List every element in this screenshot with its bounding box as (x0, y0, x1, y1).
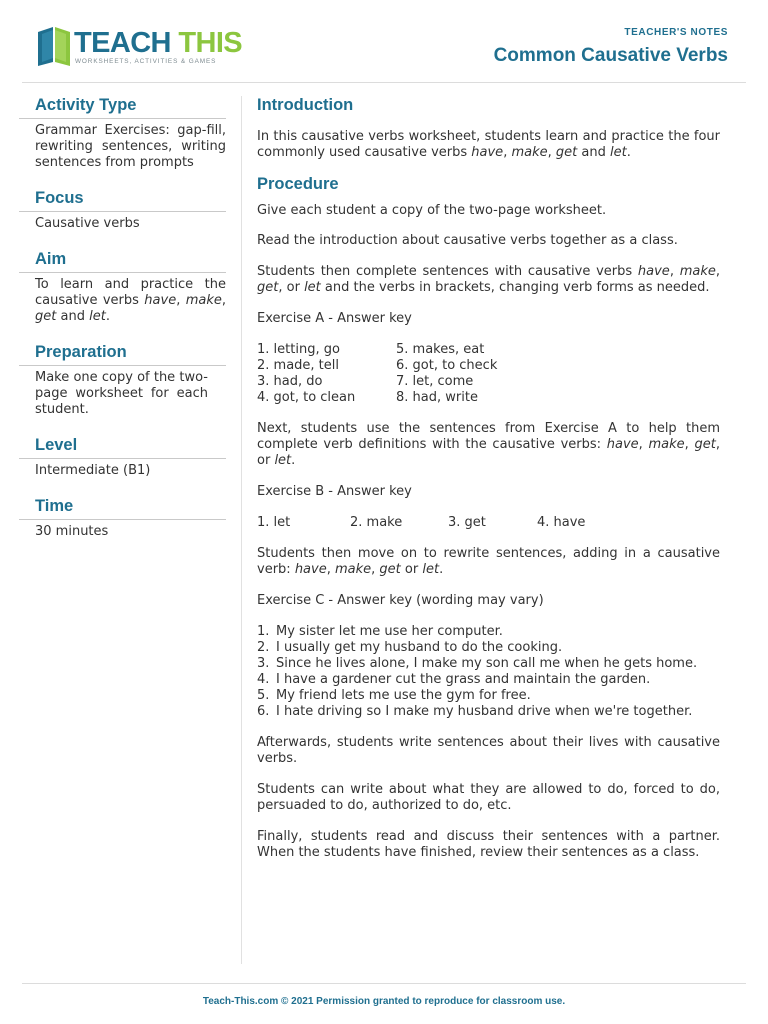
answer-key-column (257, 342, 396, 406)
footer-copyright: Teach-This.com © 2021 Permission granted to reproduce for classroom use. (202, 996, 566, 1007)
verb-have: have (606, 437, 639, 452)
procedure-step-4 (257, 421, 720, 469)
procedure-heading: Procedure (257, 175, 339, 193)
aim-section (19, 249, 226, 325)
verb-have: have (471, 145, 504, 160)
verb-get: get (35, 309, 57, 324)
answer-item: 3. had, do (257, 374, 323, 389)
verb-make: make (334, 562, 372, 577)
verb-get: get (379, 562, 401, 577)
exercise-c-answer-key (257, 624, 720, 720)
intro-text: In this causative verbs worksheet, students learn and practice the four commonly used causative verbs (257, 129, 720, 160)
answer-item: 2. make (350, 515, 403, 530)
verb-have: have (294, 562, 327, 577)
list-text: My friend lets me use the gym for free. (276, 688, 531, 703)
footer-divider (22, 983, 746, 984)
step-text: Next, students use the sentences from Exercise A to help them complete verb definitions with the causative verbs: (257, 421, 720, 452)
separator: , or (257, 437, 721, 468)
preparation-heading: Preparation (35, 343, 127, 361)
header-titles (494, 27, 728, 68)
time-section (19, 496, 226, 540)
exercise-b-answer-key (257, 515, 720, 531)
aim-heading: Aim (35, 250, 67, 268)
aim-value (19, 273, 226, 325)
separator: . (626, 145, 631, 160)
time-heading: Time (35, 497, 74, 515)
focus-heading: Focus (35, 189, 84, 207)
time-value: 30 minutes (35, 524, 109, 539)
procedure-step-7: Students can write about what they are allowed to do, forced to do, persuaded to do, authorized to do, etc. (257, 782, 720, 813)
separator: and (577, 145, 610, 160)
separator: , (176, 293, 186, 308)
focus-value: Causative verbs (35, 216, 140, 231)
list-text: I usually get my husband to do the cooking. (276, 640, 563, 655)
verb-get: get (694, 437, 716, 452)
verb-let: let (274, 453, 292, 468)
separator: , (684, 437, 695, 452)
separator: , (669, 264, 680, 279)
logo-tagline: WORKSHEETS, ACTIVITIES & GAMES (75, 58, 217, 65)
list-number: 1. (257, 624, 270, 639)
logo-wordmark (74, 26, 242, 60)
answer-item: 1. letting, go (257, 342, 340, 357)
logo-this-text: THIS (178, 27, 243, 59)
answer-item: 4. have (537, 515, 586, 530)
introduction-paragraph (257, 129, 720, 161)
answer-item: 2. made, tell (257, 358, 339, 373)
teach-this-logo (36, 24, 243, 70)
header-divider (22, 82, 746, 83)
level-value: Intermediate (B1) (35, 463, 151, 478)
focus-section (19, 188, 226, 232)
list-number: 5. (257, 688, 270, 703)
list-text: I hate driving so I make my husband drive when we're together. (276, 704, 693, 719)
procedure-step-6: Afterwards, students write sentences about their lives with causative verbs. (257, 735, 720, 766)
list-text: My sister let me use her computer. (276, 624, 503, 639)
exercise-c-title: Exercise C - Answer key (wording may vary) (257, 593, 544, 608)
aim-text: To learn and practice the causative verbs (35, 277, 226, 308)
activity-type-value: Grammar Exercises: gap-fill, rewriting sentences, writing sentences from prompts (35, 123, 226, 170)
main-content (257, 95, 720, 861)
verb-make: make (679, 264, 716, 279)
separator: , (371, 562, 380, 577)
separator: or (400, 562, 423, 577)
list-item (257, 656, 720, 672)
answer-item: 4. got, to clean (257, 390, 356, 405)
exercise-a-title: Exercise A - Answer key (257, 311, 412, 326)
activity-type-section (19, 95, 226, 171)
preparation-section (19, 342, 226, 418)
separator: , (547, 145, 556, 160)
separator: , (638, 437, 649, 452)
answer-item: 1. let (257, 515, 291, 530)
verb-have: have (144, 293, 177, 308)
separator: . (105, 309, 110, 324)
separator: and (56, 309, 90, 324)
list-item (257, 624, 720, 640)
list-number: 4. (257, 672, 270, 687)
answer-item: 6. got, to check (396, 358, 498, 373)
list-item (257, 688, 720, 704)
step-text: Students then complete sentences with causative verbs (257, 264, 638, 279)
step-text: Students then move on to rewrite sentences, adding in a causative verb: (257, 546, 720, 577)
book-icon (36, 24, 72, 68)
activity-type-heading: Activity Type (35, 96, 137, 114)
column-divider (241, 96, 242, 964)
list-number: 6. (257, 704, 270, 719)
verb-let: let (304, 280, 321, 295)
logo-teach-text: TEACH (74, 27, 171, 59)
procedure-step-2: Read the introduction about causative verbs together as a class. (257, 233, 678, 248)
verb-make: make (648, 437, 685, 452)
separator: . (291, 453, 296, 468)
introduction-heading: Introduction (257, 96, 354, 114)
answer-item: 3. get (448, 515, 486, 530)
separator: , (715, 264, 720, 279)
separator: , (503, 145, 512, 160)
procedure-step-5 (257, 546, 720, 578)
procedure-step-3 (257, 264, 720, 296)
procedure-step-8: Finally, students read and discuss their sentences with a partner. When the students have finished, review their sentences as a class. (257, 829, 720, 860)
verb-let: let (609, 145, 627, 160)
sidebar (19, 95, 226, 557)
verb-make: make (511, 145, 548, 160)
verb-get: get (257, 280, 279, 295)
exercise-b-title: Exercise B - Answer key (257, 484, 412, 499)
verb-get: get (555, 145, 578, 160)
exercise-a-answer-key (257, 342, 720, 406)
separator: . (439, 562, 444, 577)
page-title: Common Causative Verbs (493, 45, 728, 66)
list-item (257, 704, 720, 720)
list-text: I have a gardener cut the grass and maintain the garden. (276, 672, 651, 687)
answer-key-column (396, 342, 497, 406)
verb-let: let (422, 562, 440, 577)
level-heading: Level (35, 436, 78, 454)
list-item (257, 640, 720, 656)
verb-have: have (637, 264, 670, 279)
answer-item: 7. let, come (396, 374, 474, 389)
answer-item: 5. makes, eat (396, 342, 485, 357)
header-kicker: TEACHER'S NOTES (624, 27, 728, 38)
list-text: Since he lives alone, I make my son call me when he gets home. (276, 656, 698, 671)
step-text: and the verbs in brackets, changing verb forms as needed. (320, 280, 710, 295)
separator: , (326, 562, 335, 577)
list-number: 3. (257, 656, 270, 671)
separator: , or (278, 280, 305, 295)
level-section (19, 435, 226, 479)
list-number: 2. (257, 640, 270, 655)
verb-make: make (185, 293, 222, 308)
verb-let: let (89, 309, 106, 324)
separator: , (221, 293, 226, 308)
preparation-value: Make one copy of the two-page worksheet for each student. (35, 370, 208, 417)
answer-item: 8. had, write (396, 390, 478, 405)
procedure-step-1: Give each student a copy of the two-page worksheet. (257, 203, 607, 218)
list-item (257, 672, 720, 688)
